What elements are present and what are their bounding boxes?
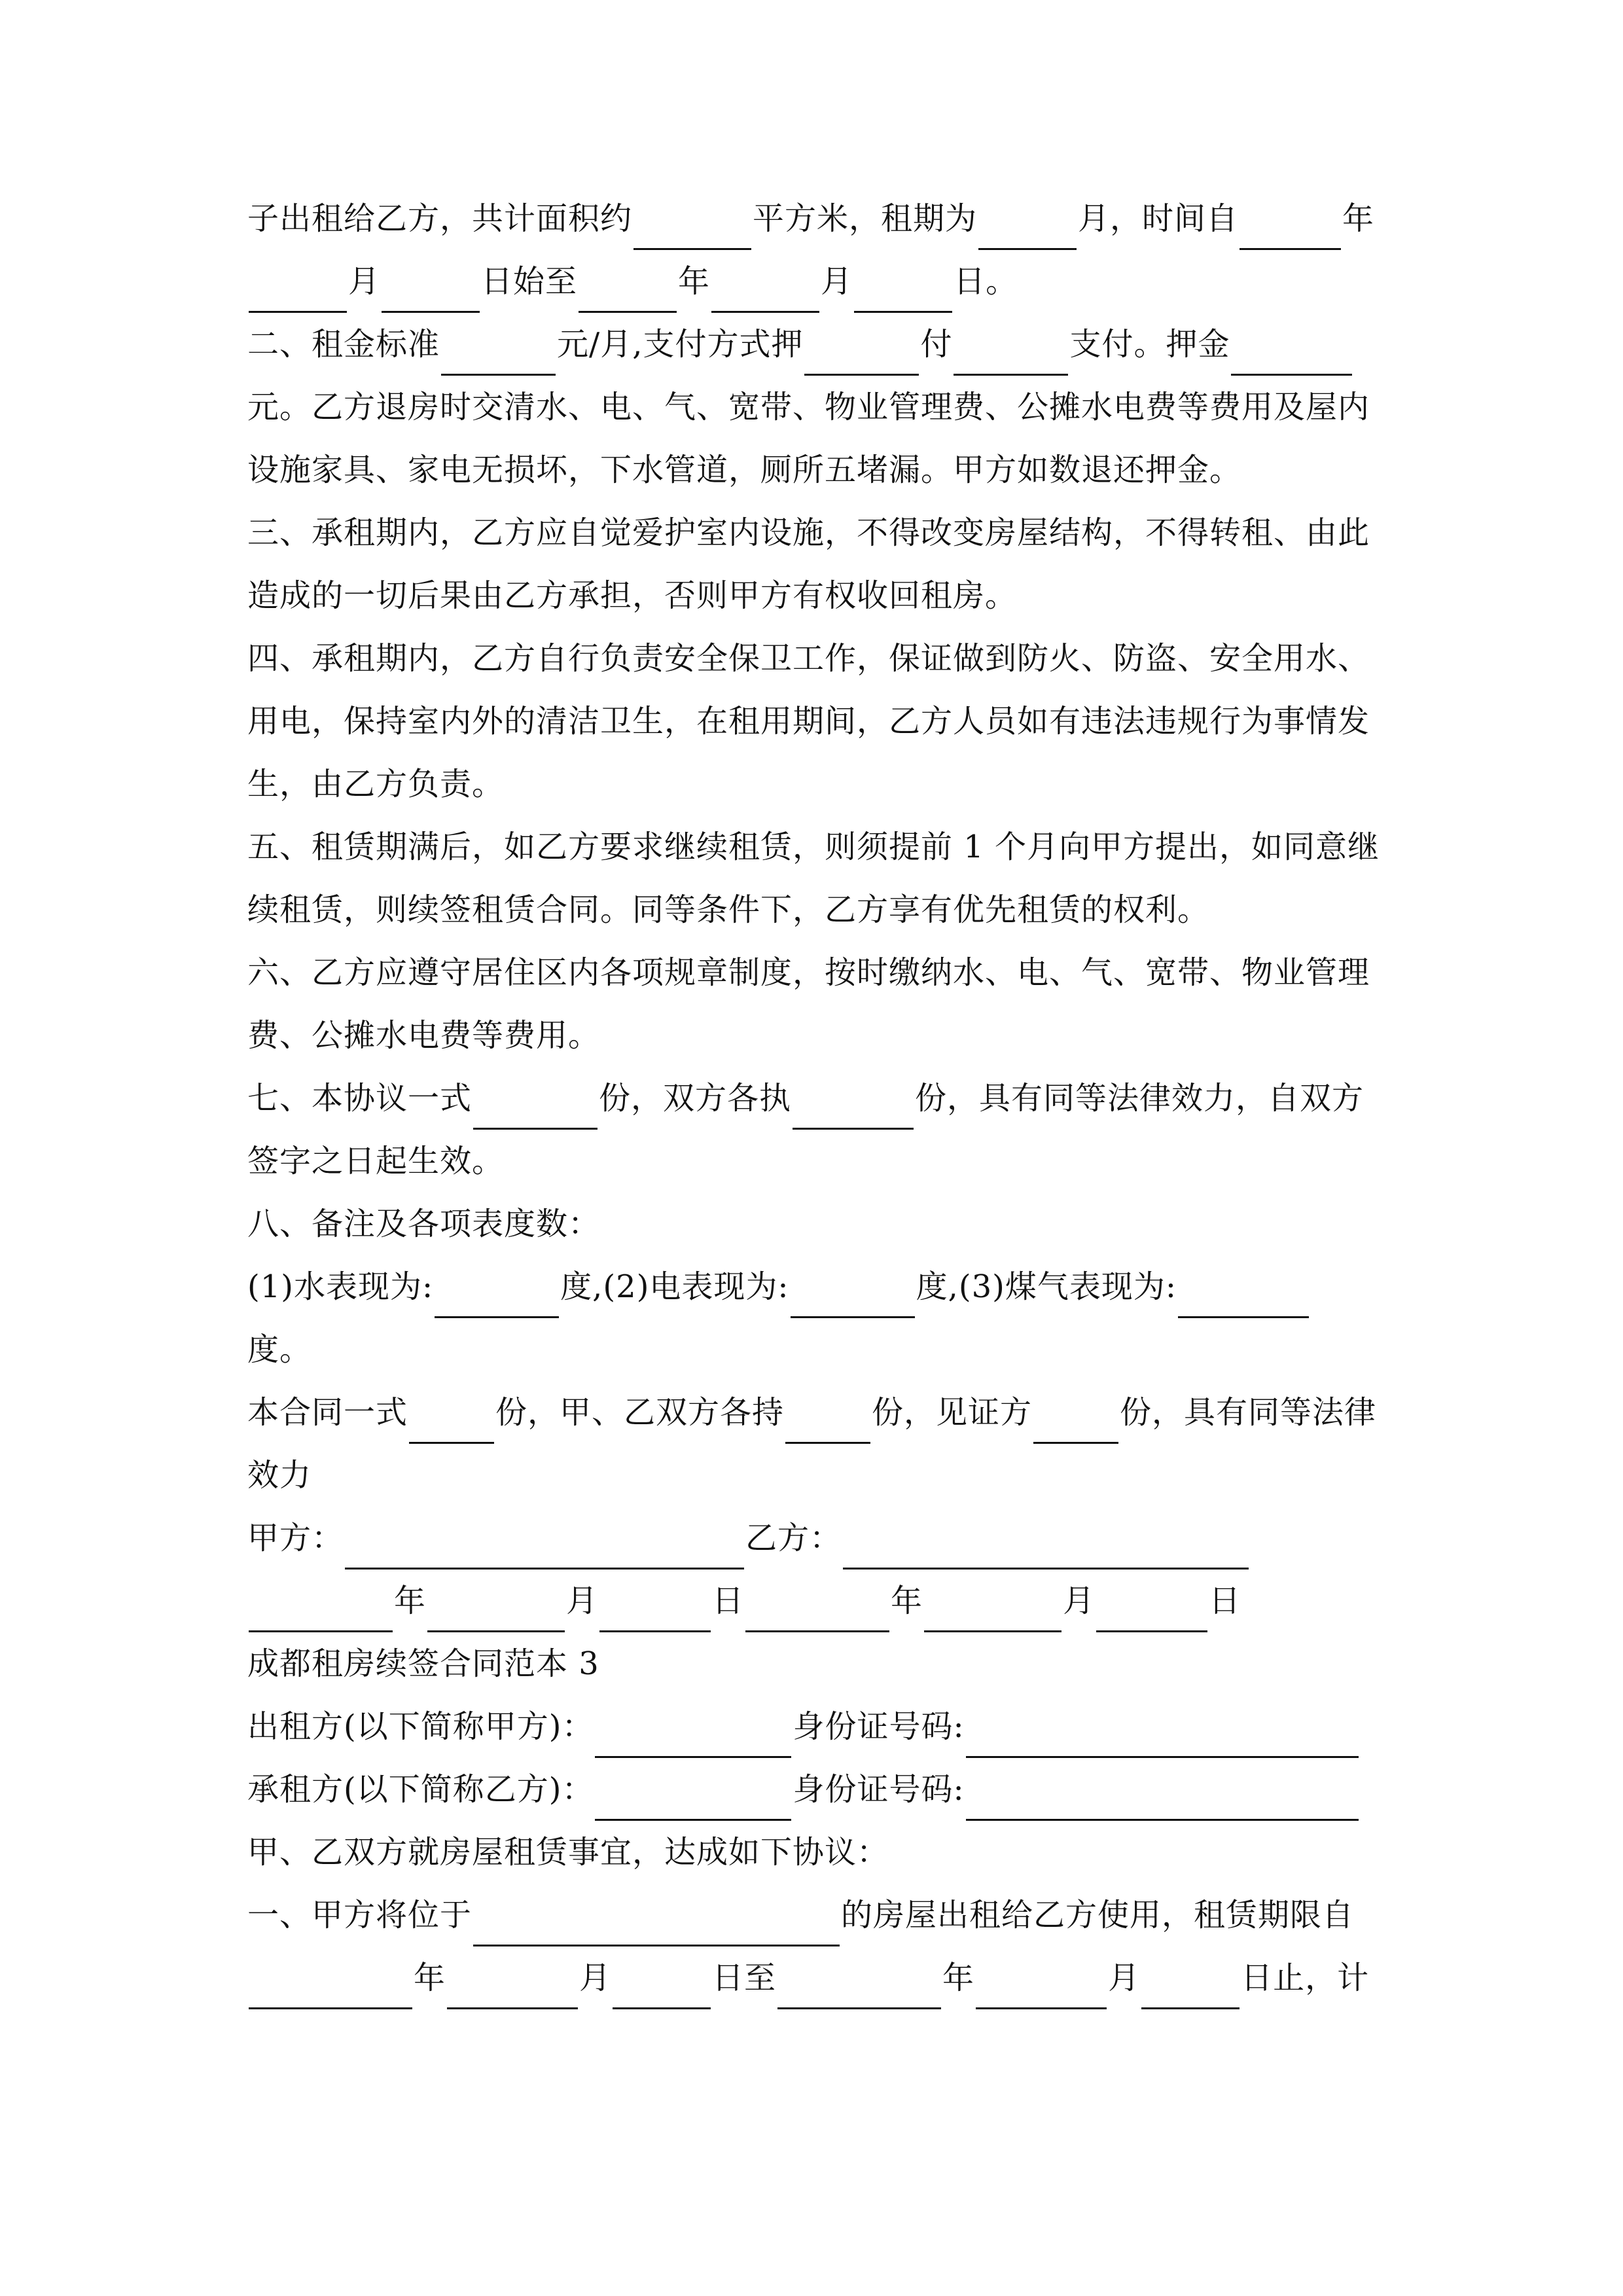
text: 身份证号码:: [793, 1771, 965, 1808]
text: 二、租金标准: [247, 326, 440, 363]
text: 元。乙方退房时交清水、电、气、宽带、物业管理费、公摊水电费等费用及屋内: [247, 389, 1370, 425]
line-7: [247, 564, 1389, 627]
text: 八、备注及各项表度数：: [247, 1206, 601, 1242]
text: 七、本协议一式: [247, 1080, 473, 1117]
line-10: [247, 753, 1389, 816]
text: 份，见证方: [872, 1394, 1033, 1431]
line-14: [247, 1004, 1389, 1067]
blank-field[interactable]: [791, 1278, 915, 1318]
text: (1)水表现为:: [247, 1268, 434, 1305]
text: 日止，计: [1241, 1960, 1370, 1996]
blank-field[interactable]: [745, 1592, 889, 1632]
blank-field[interactable]: [785, 1404, 870, 1444]
line-2: [247, 250, 1389, 313]
text: 设施家具、家电无损坏，下水管道，厕所五堵漏。甲方如数退还押金。: [247, 452, 1242, 488]
blank-field[interactable]: [793, 1090, 914, 1130]
blank-field[interactable]: [249, 1592, 393, 1632]
line-location: [247, 1884, 1389, 1946]
blank-field[interactable]: [976, 1969, 1107, 2009]
text: 份，具有同等法律: [1120, 1394, 1377, 1431]
text: 付: [920, 326, 953, 363]
blank-field[interactable]: [613, 1969, 711, 2009]
party-a-label: 甲方：: [247, 1520, 344, 1556]
line-13: [247, 941, 1389, 1004]
text: 年: [414, 1960, 446, 1996]
text: 月: [1063, 1583, 1096, 1619]
text: 费、公摊水电费等费用。: [247, 1017, 601, 1054]
text: 年: [678, 263, 711, 300]
text: 生，由乙方负责。: [247, 766, 505, 802]
text: 年: [394, 1583, 427, 1619]
line-21: [247, 1444, 1389, 1507]
party-b-label: 乙方：: [745, 1520, 842, 1556]
text: 的房屋出租给乙方使用，租赁期限自: [841, 1897, 1355, 1933]
blank-field[interactable]: [249, 273, 347, 313]
line-4: [247, 376, 1389, 439]
text: 月: [1108, 1960, 1141, 1996]
text: 日: [1209, 1583, 1241, 1619]
blank-field[interactable]: [633, 210, 751, 250]
party-b-field[interactable]: [843, 1530, 1249, 1570]
landlord-id-field[interactable]: [966, 1718, 1359, 1758]
blank-field[interactable]: [1141, 1969, 1240, 2009]
text: 四、承租期内，乙方自行负责安全保卫工作，保证做到防火、防盗、安全用水、: [247, 640, 1370, 677]
blank-field[interactable]: [382, 273, 480, 313]
text: 年: [1342, 200, 1375, 237]
blank-field[interactable]: [854, 273, 952, 313]
text: 五、租赁期满后，如乙方要求继续租赁，则须提前 1 个月向甲方提出，如同意继: [247, 829, 1380, 865]
line-last: [247, 1946, 1389, 2009]
text: 日: [712, 1583, 745, 1619]
blank-field[interactable]: [1231, 336, 1352, 376]
line-19: [247, 1318, 1389, 1381]
text: 承租方(以下简称乙方)：: [247, 1771, 594, 1808]
blank-field[interactable]: [1033, 1404, 1118, 1444]
blank-field[interactable]: [777, 1969, 941, 2009]
line-23: [247, 1570, 1389, 1632]
text: 元/月,支付方式押: [557, 326, 804, 363]
text: 签字之日起生效。: [247, 1143, 505, 1179]
line-16: [247, 1130, 1389, 1193]
text: 用电，保持室内外的清洁卫生，在租用期间，乙方人员如有违法违规行为事情发: [247, 703, 1370, 740]
text: 月: [821, 263, 853, 300]
text: 月: [348, 263, 381, 300]
blank-field[interactable]: [978, 210, 1077, 250]
line-17: [247, 1193, 1389, 1255]
text: 平方米，租期为: [753, 200, 978, 237]
blank-field[interactable]: [1096, 1592, 1207, 1632]
blank-field[interactable]: [924, 1592, 1061, 1632]
property-location-field[interactable]: [473, 1907, 840, 1946]
text: 子出租给乙方，共计面积约: [247, 200, 633, 237]
blank-field[interactable]: [1178, 1278, 1309, 1318]
agreement-line: [247, 1821, 1389, 1884]
line-1: [247, 187, 1389, 250]
line-5: [247, 439, 1389, 501]
tenant-name-field[interactable]: [595, 1781, 791, 1821]
text: 月，时间自: [1078, 200, 1239, 237]
blank-field[interactable]: [447, 1969, 578, 2009]
line-11: [247, 816, 1389, 878]
line-8: [247, 627, 1389, 690]
landlord-name-field[interactable]: [595, 1718, 791, 1758]
tenant-id-field[interactable]: [966, 1781, 1359, 1821]
text: 身份证号码:: [793, 1708, 965, 1745]
text: 年: [891, 1583, 923, 1619]
text: 三、承租期内，乙方应自觉爱护室内设施，不得改变房屋结构，不得转租、由此: [247, 514, 1370, 551]
party-a-field[interactable]: [345, 1530, 744, 1570]
text: 成都租房续签合同范本 3: [247, 1645, 599, 1682]
text: 六、乙方应遵守居住区内各项规章制度，按时缴纳水、电、气、宽带、物业管理: [247, 954, 1370, 991]
blank-field[interactable]: [249, 1969, 412, 2009]
line-12: [247, 878, 1389, 941]
blank-field[interactable]: [435, 1278, 559, 1318]
blank-field[interactable]: [473, 1090, 597, 1130]
text: 份，双方各执: [599, 1080, 792, 1117]
landlord-line: [247, 1695, 1389, 1758]
blank-field[interactable]: [804, 336, 919, 376]
blank-field[interactable]: [441, 336, 556, 376]
text: 份，具有同等法律效力，自双方: [915, 1080, 1364, 1117]
blank-field[interactable]: [1240, 210, 1341, 250]
text: 日始至: [481, 263, 578, 300]
text: 份，甲、乙双方各持: [495, 1394, 785, 1431]
line-20: [247, 1381, 1389, 1444]
text: 日至: [712, 1960, 777, 1996]
text: 年: [942, 1960, 975, 1996]
text: 月: [579, 1960, 612, 1996]
text: 一、甲方将位于: [247, 1897, 473, 1933]
blank-field[interactable]: [711, 273, 819, 313]
text: 续租赁，则续签租赁合同。同等条件下，乙方享有优先租赁的权利。: [247, 891, 1210, 928]
text: 月: [566, 1583, 599, 1619]
text: 本合同一式: [247, 1394, 408, 1431]
text: 效力: [247, 1457, 312, 1494]
text: 度,(2)电表现为:: [560, 1268, 789, 1305]
line-18: [247, 1255, 1389, 1318]
line-9: [247, 690, 1389, 753]
text: 度,(3)煤气表现为:: [916, 1268, 1177, 1305]
contract-text: [247, 187, 1389, 2009]
blank-field[interactable]: [409, 1404, 494, 1444]
line-3: [247, 313, 1389, 376]
blank-field[interactable]: [427, 1592, 565, 1632]
blank-field[interactable]: [579, 273, 677, 313]
text: 度。: [247, 1331, 312, 1368]
blank-field[interactable]: [954, 336, 1068, 376]
line-15: [247, 1067, 1389, 1130]
text: 日。: [954, 263, 1018, 300]
blank-field[interactable]: [599, 1592, 711, 1632]
section-title: [247, 1632, 1389, 1695]
text: 支付。押金: [1069, 326, 1230, 363]
line-6: [247, 501, 1389, 564]
line-22: [247, 1507, 1389, 1570]
tenant-line: [247, 1758, 1389, 1821]
text: 造成的一切后果由乙方承担，否则甲方有权收回租房。: [247, 577, 1018, 614]
text: 出租方(以下简称甲方)：: [247, 1708, 594, 1745]
text: 甲、乙双方就房屋租赁事宜，达成如下协议：: [247, 1834, 889, 1871]
